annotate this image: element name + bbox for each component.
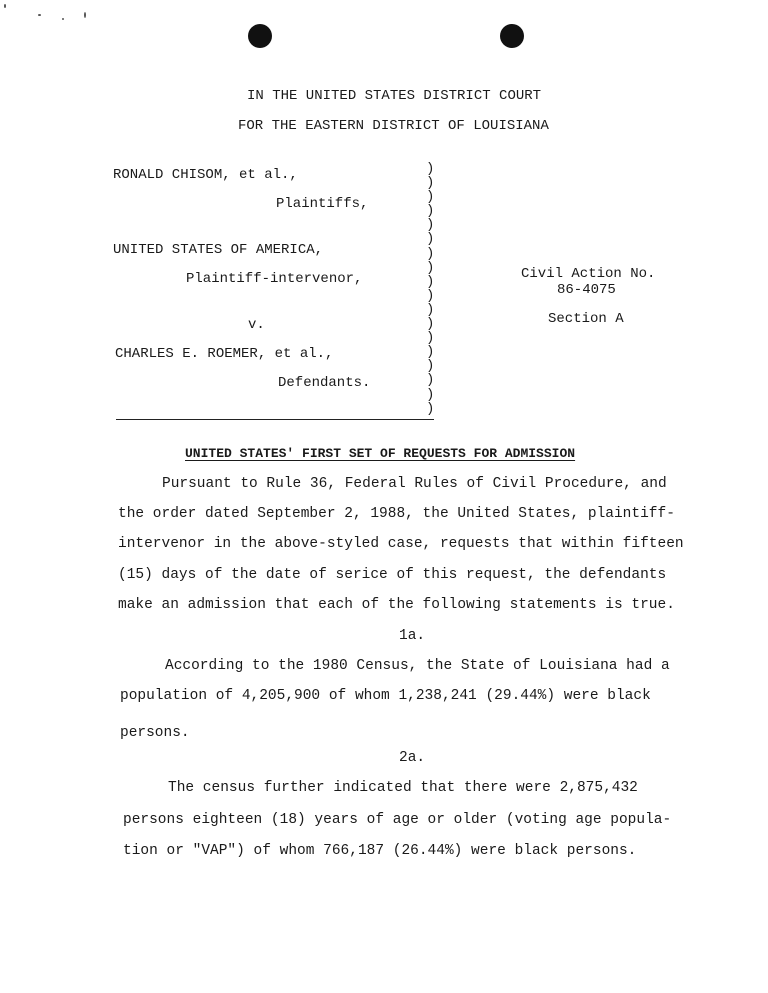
section-label: Section A [548,311,624,327]
document-title: UNITED STATES' FIRST SET OF REQUESTS FOR ADMISSION [185,446,576,461]
item-number: 1a. [399,628,426,644]
court-heading-line2: FOR THE EASTERN DISTRICT OF LOUISIANA [238,118,549,134]
scan-speck [38,14,41,16]
caption-parentheses: ) ) ) ) ) ) ) ) ) ) ) ) ) ) ) ) ) ) [426,161,435,417]
item-line: persons. [120,725,190,741]
intervenor-role: Plaintiff-intervenor, [186,271,363,287]
civil-action-number: 86-4075 [557,282,616,298]
scan-speck [84,12,86,18]
caption-underline [116,419,434,420]
item-line: persons eighteen (18) years of age or older (voting age popula- [123,812,672,828]
binder-hole-left [248,24,272,48]
defendant-role: Defendants. [278,375,371,391]
intro-line: Pursuant to Rule 36, Federal Rules of Civil Procedure, and [162,476,667,492]
intervenor-name: UNITED STATES OF AMERICA, [113,242,324,258]
civil-action-label: Civil Action No. [521,266,656,282]
item-line: The census further indicated that there were 2,875,432 [168,780,638,796]
versus-label: v. [248,317,265,333]
intro-line: make an admission that each of the following statements is true. [118,597,675,613]
scan-speck [4,4,6,8]
item-line: According to the 1980 Census, the State of Louisiana had a [165,658,670,674]
defendant-name: CHARLES E. ROEMER, et al., [115,346,334,362]
scan-speck [62,18,64,20]
plaintiff-name: RONALD CHISOM, et al., [113,167,298,183]
intro-line: the order dated September 2, 1988, the United States, plaintiff- [118,506,675,522]
plaintiff-role: Plaintiffs, [276,196,369,212]
item-number: 2a. [399,750,426,766]
intro-line: (15) days of the date of serice of this request, the defendants [118,567,667,583]
intro-line: intervenor in the above-styled case, requests that within fifteen [118,536,684,552]
binder-hole-right [500,24,524,48]
court-heading-line1: IN THE UNITED STATES DISTRICT COURT [247,88,542,104]
item-line: tion or "VAP") of whom 766,187 (26.44%) were black persons. [123,843,637,859]
item-line: population of 4,205,900 of whom 1,238,241 (29.44%) were black [120,688,651,704]
